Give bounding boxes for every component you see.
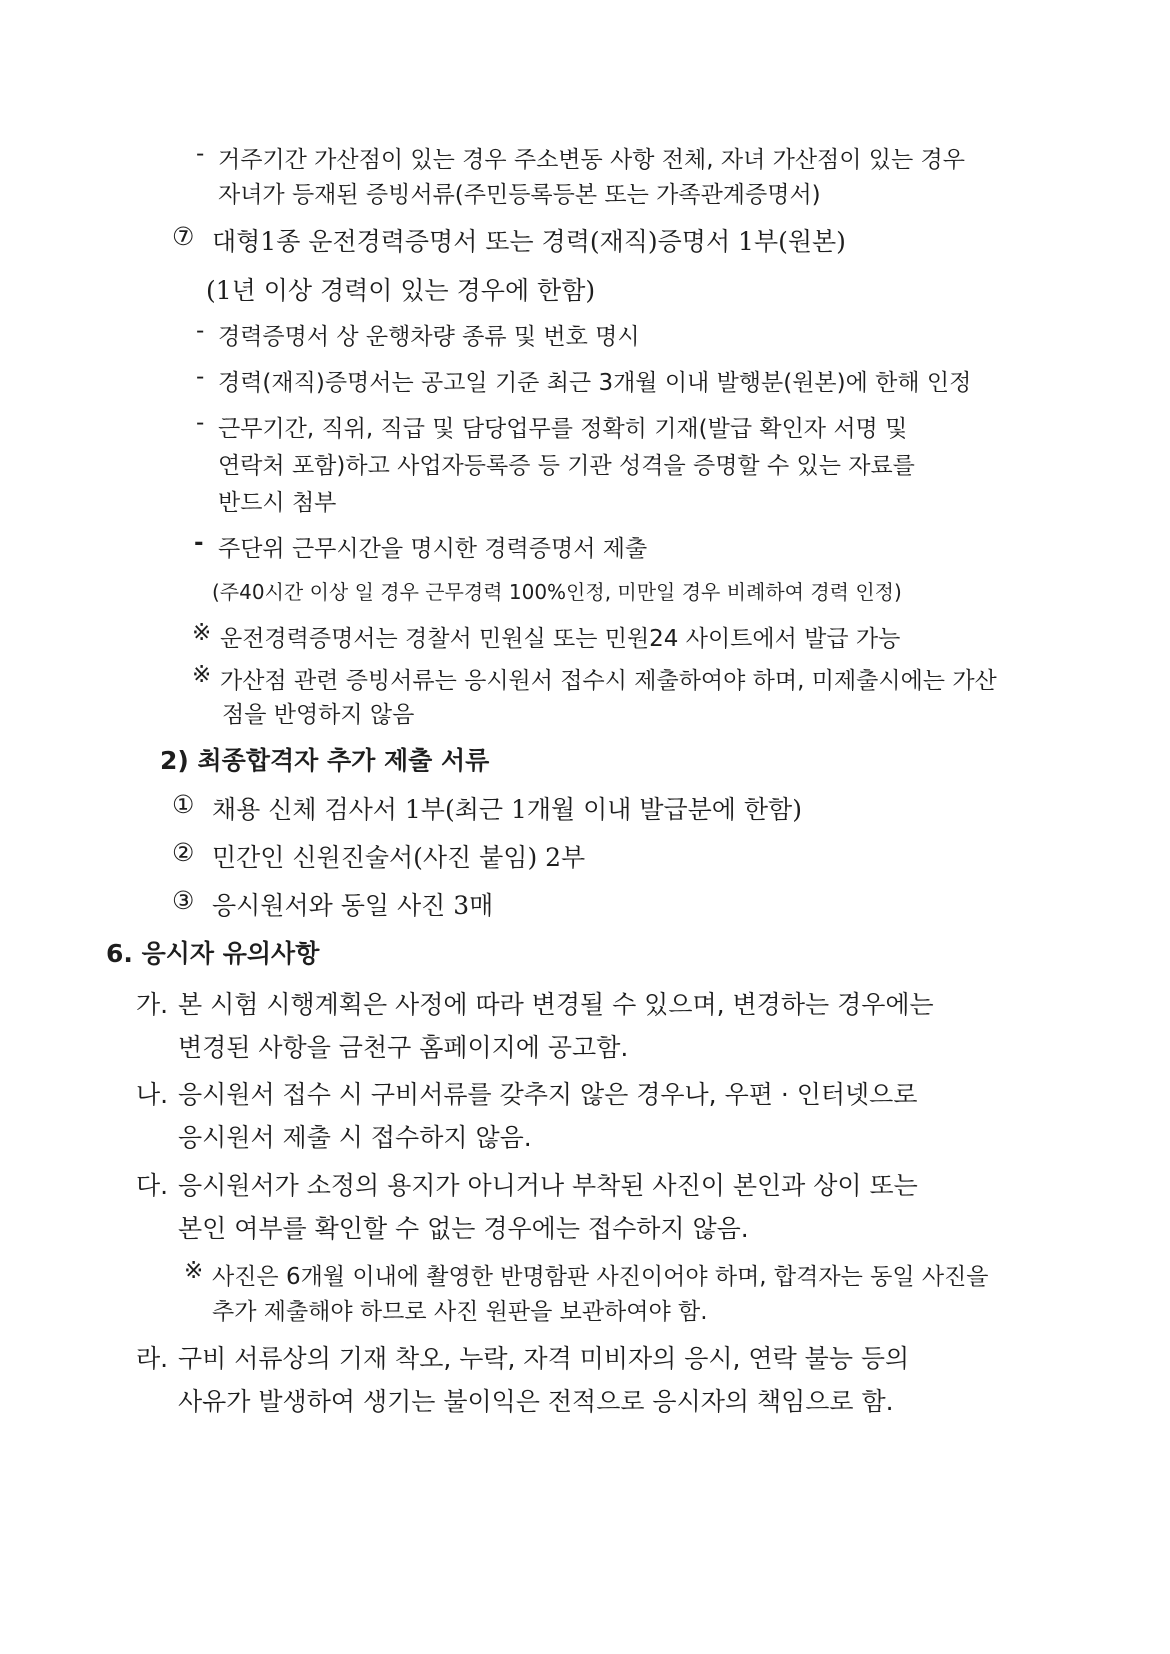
item-marker-na: 나. xyxy=(136,1080,169,1109)
bullet-work-details-line1: 근무기간, 직위, 직급 및 담당업무를 정확히 기재(발급 확인자 서명 및 xyxy=(218,416,908,442)
final-doc-health-check: 채용 신체 검사서 1부(최근 1개월 이내 발급분에 한함) xyxy=(212,795,802,824)
caution-da-line2: 본인 여부를 확인할 수 없는 경우에는 접수하지 않음. xyxy=(178,1214,749,1243)
caution-ra-line2: 사유가 발생하여 생기는 불이익은 전적으로 응시자의 책임으로 함. xyxy=(178,1387,894,1416)
bullet-dash: - xyxy=(196,141,205,167)
residence-note-line1: 거주기간 가산점이 있는 경우 주소변동 사항 전체, 자녀 가산점이 있는 경우 xyxy=(218,147,965,173)
section-heading: 6. 응시자 유의사항 xyxy=(106,939,320,968)
item-marker-da: 다. xyxy=(136,1171,169,1200)
residence-note-line2: 자녀가 등재된 증빙서류(주민등록등본 또는 가족관계증명서) xyxy=(218,182,821,208)
note-marker: ※ xyxy=(192,620,212,646)
photo-note-line1: 사진은 6개월 이내에 촬영한 반명함판 사진이어야 하며, 합격자는 동일 사진을 xyxy=(212,1264,989,1290)
bullet-issue-date: 경력(재직)증명서는 공고일 기준 최근 3개월 이내 발행분(원본)에 한해 인정 xyxy=(218,370,972,396)
item-marker-3: ③ xyxy=(172,886,195,915)
caution-na-line2: 응시원서 제출 시 접수하지 않음. xyxy=(178,1123,532,1152)
caution-na-line1: 응시원서 접수 시 구비서류를 갖추지 않은 경우나, 우편 · 인터넷으로 xyxy=(178,1080,918,1109)
final-doc-identity-statement: 민간인 신원진술서(사진 붙임) 2부 xyxy=(212,843,586,872)
bullet-work-details-line2: 연락처 포함)하고 사업자등록증 등 기관 성격을 증명할 수 있는 자료를 xyxy=(218,453,915,479)
item-marker-ra: 라. xyxy=(136,1344,169,1373)
note-bonus-docs-line1: 가산점 관련 증빙서류는 응시원서 접수시 제출하여야 하며, 미제출시에는 가산 xyxy=(220,668,997,694)
item-marker-ga: 가. xyxy=(136,990,169,1019)
item7-title: 대형1종 운전경력증명서 또는 경력(재직)증명서 1부(원본) xyxy=(212,227,846,256)
item-marker-1: ① xyxy=(172,790,195,819)
bullet-vehicle-info: 경력증명서 상 운행차량 종류 및 번호 명시 xyxy=(218,324,640,350)
bullet-dash: - xyxy=(194,530,204,556)
note-license-issuance: 운전경력증명서는 경찰서 민원실 또는 민원24 사이트에서 발급 가능 xyxy=(220,626,901,652)
bullet-dash: - xyxy=(196,318,205,344)
caution-ga-line2: 변경된 사항을 금천구 홈페이지에 공고함. xyxy=(178,1033,629,1062)
note-bonus-docs-line2: 점을 반영하지 않음 xyxy=(222,702,415,728)
weekly-hours-detail: (주40시간 이상 일 경우 근무경력 100%인정, 미만일 경우 비례하여 경력 인정) xyxy=(212,580,902,604)
caution-ga-line1: 본 시험 시행계획은 사정에 따라 변경될 수 있으며, 변경하는 경우에는 xyxy=(178,990,934,1019)
bullet-dash: - xyxy=(196,364,205,390)
bullet-weekly-hours: 주단위 근무시간을 명시한 경력증명서 제출 xyxy=(218,536,648,562)
bullet-work-details-line3: 반드시 첨부 xyxy=(218,490,337,516)
photo-note-line2: 추가 제출해야 하므로 사진 원판을 보관하여야 함. xyxy=(212,1299,708,1325)
subsection-heading: 2) 최종합격자 추가 제출 서류 xyxy=(160,746,490,775)
item-marker-7: ⑦ xyxy=(172,222,195,251)
bullet-dash: - xyxy=(196,410,205,436)
caution-da-line1: 응시원서가 소정의 용지가 아니거나 부착된 사진이 본인과 상이 또는 xyxy=(178,1171,918,1200)
caution-ra-line1: 구비 서류상의 기재 착오, 누락, 자격 미비자의 응시, 연락 불능 등의 xyxy=(178,1344,910,1373)
item7-subtitle: (1년 이상 경력이 있는 경우에 한함) xyxy=(206,276,596,305)
final-doc-photos: 응시원서와 동일 사진 3매 xyxy=(212,891,494,920)
note-marker: ※ xyxy=(192,662,212,688)
item-marker-2: ② xyxy=(172,838,195,867)
note-marker: ※ xyxy=(184,1258,204,1284)
